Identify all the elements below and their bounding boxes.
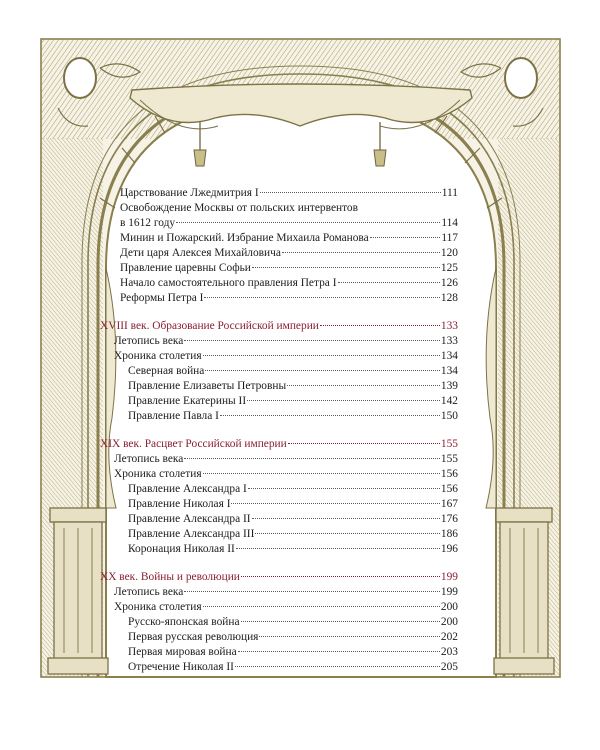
toc-page-number: 200 [440, 601, 458, 613]
toc-entry[interactable] [100, 467, 458, 482]
dot-leader [282, 252, 440, 253]
dot-leader [241, 576, 440, 577]
dot-leader [255, 533, 440, 534]
dot-leader [248, 488, 440, 489]
dot-leader [184, 340, 440, 341]
toc-page-number: 111 [441, 187, 458, 199]
toc-entry-title: Летопись века [114, 453, 184, 465]
dot-leader [204, 297, 439, 298]
dot-leader [220, 415, 440, 416]
table-of-contents [100, 186, 458, 675]
toc-entry[interactable] [100, 615, 458, 630]
toc-page-number: 156 [440, 483, 458, 495]
section-title: XIX век. Расцвет Российской империи [100, 438, 287, 450]
toc-entry[interactable] [100, 630, 458, 645]
toc-entry[interactable] [100, 379, 458, 394]
toc-page-number: 114 [441, 217, 458, 229]
toc-entry-title: Правление Александра II [128, 513, 251, 525]
toc-page-number: 202 [440, 631, 458, 643]
dot-leader [236, 548, 440, 549]
toc-entry-title: Минин и Пожарский. Избрание Михаила Романова [120, 232, 369, 244]
dot-leader [203, 606, 440, 607]
dot-leader [287, 385, 440, 386]
toc-section-heading[interactable] [100, 437, 458, 452]
dot-leader [205, 370, 440, 371]
dot-leader [184, 458, 440, 459]
dot-leader [241, 621, 440, 622]
toc-page-number: 200 [440, 616, 458, 628]
dot-leader [203, 355, 440, 356]
dot-leader [184, 591, 440, 592]
toc-page-number: 128 [440, 292, 458, 304]
toc-page-number: 142 [440, 395, 458, 407]
toc-section-heading[interactable] [100, 319, 458, 334]
toc-page-number: 205 [440, 661, 458, 673]
toc-entry[interactable] [100, 231, 458, 246]
dot-leader [231, 503, 439, 504]
toc-page-number: 196 [440, 543, 458, 555]
toc-entry-title: Дети царя Алексея Михайловича [120, 247, 281, 259]
toc-page-number: 186 [440, 528, 458, 540]
toc-page-number: 199 [440, 586, 458, 598]
toc-entry-title: Первая мировая война [128, 646, 237, 658]
toc-entry[interactable] [100, 334, 458, 349]
toc-entry[interactable] [100, 246, 458, 261]
dot-leader [203, 473, 440, 474]
toc-page-number: 167 [440, 498, 458, 510]
toc-page-number: 134 [440, 365, 458, 377]
toc-entry[interactable] [100, 291, 458, 306]
toc-page-number: 155 [440, 453, 458, 465]
toc-entry-title: Правление Александра I [128, 483, 247, 495]
toc-entry-title: Русско-японская война [128, 616, 240, 628]
toc-entry[interactable] [100, 645, 458, 660]
toc-entry-title: Хроника столетия [114, 468, 202, 480]
toc-entry-title: Хроника столетия [114, 350, 202, 362]
toc-entry[interactable] [100, 216, 458, 231]
dot-leader [247, 400, 440, 401]
dot-leader [288, 443, 440, 444]
toc-page-number: 156 [440, 468, 458, 480]
toc-entry[interactable] [100, 497, 458, 512]
toc-entry-title: Начало самостоятельного правления Петра I [120, 277, 337, 289]
toc-page-number: 155 [440, 438, 458, 450]
toc-entry-title: Летопись века [114, 586, 184, 598]
toc-entry[interactable] [100, 364, 458, 379]
toc-page-number: 117 [441, 232, 458, 244]
dot-leader [238, 651, 440, 652]
dot-leader [338, 282, 440, 283]
toc-entry-title: Правление Александра III [128, 528, 255, 540]
toc-entry-title: Правление Николая I [128, 498, 231, 510]
toc-page-number: 203 [440, 646, 458, 658]
toc-page-number: 139 [440, 380, 458, 392]
toc-page-number: 125 [440, 262, 458, 274]
toc-page-number: 134 [440, 350, 458, 362]
toc-page-number: 133 [440, 335, 458, 347]
toc-entry[interactable] [100, 452, 458, 467]
toc-entry-title: Летопись века [114, 335, 184, 347]
toc-page-number: 199 [440, 571, 458, 583]
toc-entry[interactable] [100, 276, 458, 291]
toc-page-number: 133 [440, 320, 458, 332]
dot-leader [370, 237, 441, 238]
toc-entry-line1[interactable]: Освобождение Москвы от польских интервентов [120, 202, 358, 214]
dot-leader [235, 666, 440, 667]
toc-entry[interactable] [100, 542, 458, 557]
dot-leader [259, 636, 439, 637]
dot-leader [260, 192, 441, 193]
toc-entry[interactable] [100, 349, 458, 364]
toc-entry[interactable] [100, 394, 458, 409]
toc-entry-title: Царствование Лжедмитрия I [120, 187, 259, 199]
drapery-curtain [130, 84, 472, 126]
toc-entry-title: Правление Екатерины II [128, 395, 247, 407]
toc-entry[interactable] [100, 512, 458, 527]
toc-section-heading[interactable] [100, 570, 458, 585]
dot-leader [320, 325, 440, 326]
toc-entry-title: Северная война [128, 365, 205, 377]
toc-entry-title: Реформы Петра I [120, 292, 204, 304]
toc-page-number: 150 [440, 410, 458, 422]
toc-page-number: 126 [440, 277, 458, 289]
toc-entry-title: Хроника столетия [114, 601, 202, 613]
dot-leader [252, 518, 440, 519]
dot-leader [176, 222, 440, 223]
toc-entry-title: Правление Павла I [128, 410, 219, 422]
toc-entry-title: Коронация Николая II [128, 543, 235, 555]
toc-entry-title: Правление царевны Софьи [120, 262, 251, 274]
section-title: XVIII век. Образование Российской империи [100, 320, 319, 332]
toc-entry-title: Первая русская революция [128, 631, 259, 643]
dot-leader [252, 267, 440, 268]
toc-entry[interactable] [100, 186, 458, 201]
toc-entry[interactable] [100, 600, 458, 615]
toc-entry[interactable] [100, 660, 458, 675]
section-title: XX век. Войны и революции [100, 571, 240, 583]
toc-entry-title: в 1612 году [120, 217, 176, 229]
toc-entry[interactable] [100, 261, 458, 276]
toc-page-number: 176 [440, 513, 458, 525]
toc-entry[interactable] [100, 527, 458, 542]
toc-entry[interactable] [100, 585, 458, 600]
toc-entry-title: Отречение Николая II [128, 661, 234, 673]
toc-entry-title: Правление Елизаветы Петровны [128, 380, 287, 392]
toc-entry[interactable] [100, 482, 458, 497]
toc-entry[interactable] [100, 409, 458, 424]
toc-page-number: 120 [440, 247, 458, 259]
